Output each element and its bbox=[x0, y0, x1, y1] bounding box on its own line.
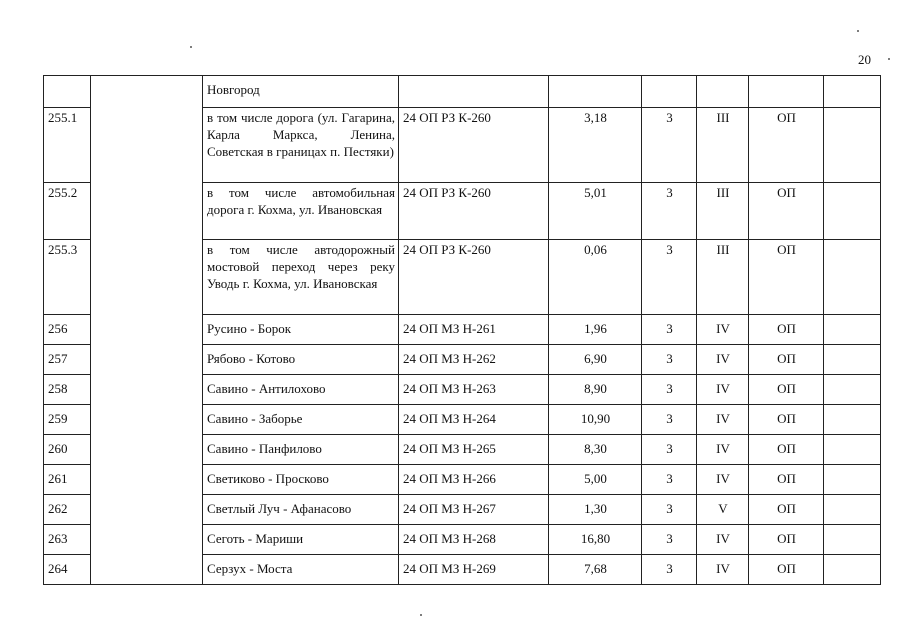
scan-speck bbox=[420, 614, 422, 616]
road-category: IV bbox=[697, 405, 749, 435]
road-code: 24 ОП МЗ Н-264 bbox=[399, 405, 549, 435]
road-name: Светлый Луч - Афанасово bbox=[203, 495, 399, 525]
row-number: 255.1 bbox=[44, 108, 91, 183]
road-significance: ОП bbox=[749, 315, 824, 345]
road-category: IV bbox=[697, 315, 749, 345]
road-lanes: 3 bbox=[642, 435, 697, 465]
table-row bbox=[44, 76, 881, 108]
road-significance: ОП bbox=[749, 375, 824, 405]
road-length: 8,30 bbox=[549, 435, 642, 465]
road-significance: ОП bbox=[749, 240, 824, 315]
road-name: в том числе дорога (ул. Гагарина, Карла Маркса, Ленина, Советская в границах п. Пестяки) bbox=[203, 108, 399, 183]
road-code: 24 ОП РЗ К-260 bbox=[399, 183, 549, 240]
road-code: 24 ОП МЗ Н-267 bbox=[399, 495, 549, 525]
road-length: 10,90 bbox=[549, 405, 642, 435]
road-lanes bbox=[642, 76, 697, 108]
scan-speck bbox=[190, 46, 192, 48]
row-number: 262 bbox=[44, 495, 91, 525]
scan-speck bbox=[857, 30, 859, 32]
road-category: III bbox=[697, 108, 749, 183]
extra-cell bbox=[824, 405, 881, 435]
row-number bbox=[44, 76, 91, 108]
scan-speck bbox=[888, 58, 890, 60]
row-number: 255.3 bbox=[44, 240, 91, 315]
road-category: IV bbox=[697, 465, 749, 495]
row-number: 255.2 bbox=[44, 183, 91, 240]
row-number: 257 bbox=[44, 345, 91, 375]
row-number: 264 bbox=[44, 555, 91, 585]
extra-cell bbox=[824, 435, 881, 465]
page-number: 20 bbox=[858, 52, 871, 67]
road-name: Серзух - Моста bbox=[203, 555, 399, 585]
extra-cell bbox=[824, 495, 881, 525]
road-length: 3,18 bbox=[549, 108, 642, 183]
road-length bbox=[549, 76, 642, 108]
road-category: III bbox=[697, 240, 749, 315]
road-significance bbox=[749, 76, 824, 108]
road-lanes: 3 bbox=[642, 525, 697, 555]
road-code: 24 ОП МЗ Н-261 bbox=[399, 315, 549, 345]
road-category: III bbox=[697, 183, 749, 240]
road-length: 16,80 bbox=[549, 525, 642, 555]
road-name: Савино - Заборье bbox=[203, 405, 399, 435]
road-lanes: 3 bbox=[642, 345, 697, 375]
extra-cell bbox=[824, 315, 881, 345]
extra-cell bbox=[824, 555, 881, 585]
road-code: 24 ОП МЗ Н-265 bbox=[399, 435, 549, 465]
road-significance: ОП bbox=[749, 555, 824, 585]
row-number: 260 bbox=[44, 435, 91, 465]
road-code bbox=[399, 76, 549, 108]
road-length: 7,68 bbox=[549, 555, 642, 585]
road-category bbox=[697, 76, 749, 108]
row-number: 258 bbox=[44, 375, 91, 405]
road-code: 24 ОП РЗ К-260 bbox=[399, 240, 549, 315]
road-category: IV bbox=[697, 375, 749, 405]
road-length: 6,90 bbox=[549, 345, 642, 375]
row-number: 259 bbox=[44, 405, 91, 435]
extra-cell bbox=[824, 76, 881, 108]
road-lanes: 3 bbox=[642, 240, 697, 315]
road-lanes: 3 bbox=[642, 315, 697, 345]
road-significance: ОП bbox=[749, 435, 824, 465]
road-lanes: 3 bbox=[642, 555, 697, 585]
road-length: 1,96 bbox=[549, 315, 642, 345]
merged-region-cell bbox=[91, 76, 203, 585]
road-name: Савино - Панфилово bbox=[203, 435, 399, 465]
row-number: 263 bbox=[44, 525, 91, 555]
row-number: 261 bbox=[44, 465, 91, 495]
extra-cell bbox=[824, 240, 881, 315]
road-significance: ОП bbox=[749, 465, 824, 495]
road-name: Рябово - Котово bbox=[203, 345, 399, 375]
road-lanes: 3 bbox=[642, 465, 697, 495]
road-name: Светиково - Просково bbox=[203, 465, 399, 495]
extra-cell bbox=[824, 465, 881, 495]
road-significance: ОП bbox=[749, 108, 824, 183]
road-registry-table bbox=[43, 75, 881, 585]
extra-cell bbox=[824, 375, 881, 405]
road-name: Сеготь - Мариши bbox=[203, 525, 399, 555]
extra-cell bbox=[824, 183, 881, 240]
road-code: 24 ОП МЗ Н-268 bbox=[399, 525, 549, 555]
road-significance: ОП bbox=[749, 525, 824, 555]
road-code: 24 ОП РЗ К-260 bbox=[399, 108, 549, 183]
road-significance: ОП bbox=[749, 183, 824, 240]
road-significance: ОП bbox=[749, 405, 824, 435]
road-name: в том числе автодорожный мостовой переход через реку Уводь г. Кохма, ул. Ивановская bbox=[203, 240, 399, 315]
road-length: 0,06 bbox=[549, 240, 642, 315]
road-significance: ОП bbox=[749, 495, 824, 525]
road-category: V bbox=[697, 495, 749, 525]
road-name: Савино - Антилохово bbox=[203, 375, 399, 405]
road-significance: ОП bbox=[749, 345, 824, 375]
extra-cell bbox=[824, 108, 881, 183]
road-category: IV bbox=[697, 525, 749, 555]
road-name: в том числе автомобильная дорога г. Кохма, ул. Ивановская bbox=[203, 183, 399, 240]
road-lanes: 3 bbox=[642, 375, 697, 405]
road-length: 5,01 bbox=[549, 183, 642, 240]
road-category: IV bbox=[697, 345, 749, 375]
extra-cell bbox=[824, 525, 881, 555]
road-code: 24 ОП МЗ Н-262 bbox=[399, 345, 549, 375]
road-category: IV bbox=[697, 555, 749, 585]
road-lanes: 3 bbox=[642, 495, 697, 525]
road-name: Русино - Борок bbox=[203, 315, 399, 345]
road-code: 24 ОП МЗ Н-269 bbox=[399, 555, 549, 585]
extra-cell bbox=[824, 345, 881, 375]
row-number: 256 bbox=[44, 315, 91, 345]
road-lanes: 3 bbox=[642, 405, 697, 435]
road-name: Новгород bbox=[203, 76, 399, 108]
road-category: IV bbox=[697, 435, 749, 465]
road-lanes: 3 bbox=[642, 183, 697, 240]
road-length: 5,00 bbox=[549, 465, 642, 495]
road-code: 24 ОП МЗ Н-263 bbox=[399, 375, 549, 405]
road-lanes: 3 bbox=[642, 108, 697, 183]
road-code: 24 ОП МЗ Н-266 bbox=[399, 465, 549, 495]
road-length: 1,30 bbox=[549, 495, 642, 525]
road-length: 8,90 bbox=[549, 375, 642, 405]
